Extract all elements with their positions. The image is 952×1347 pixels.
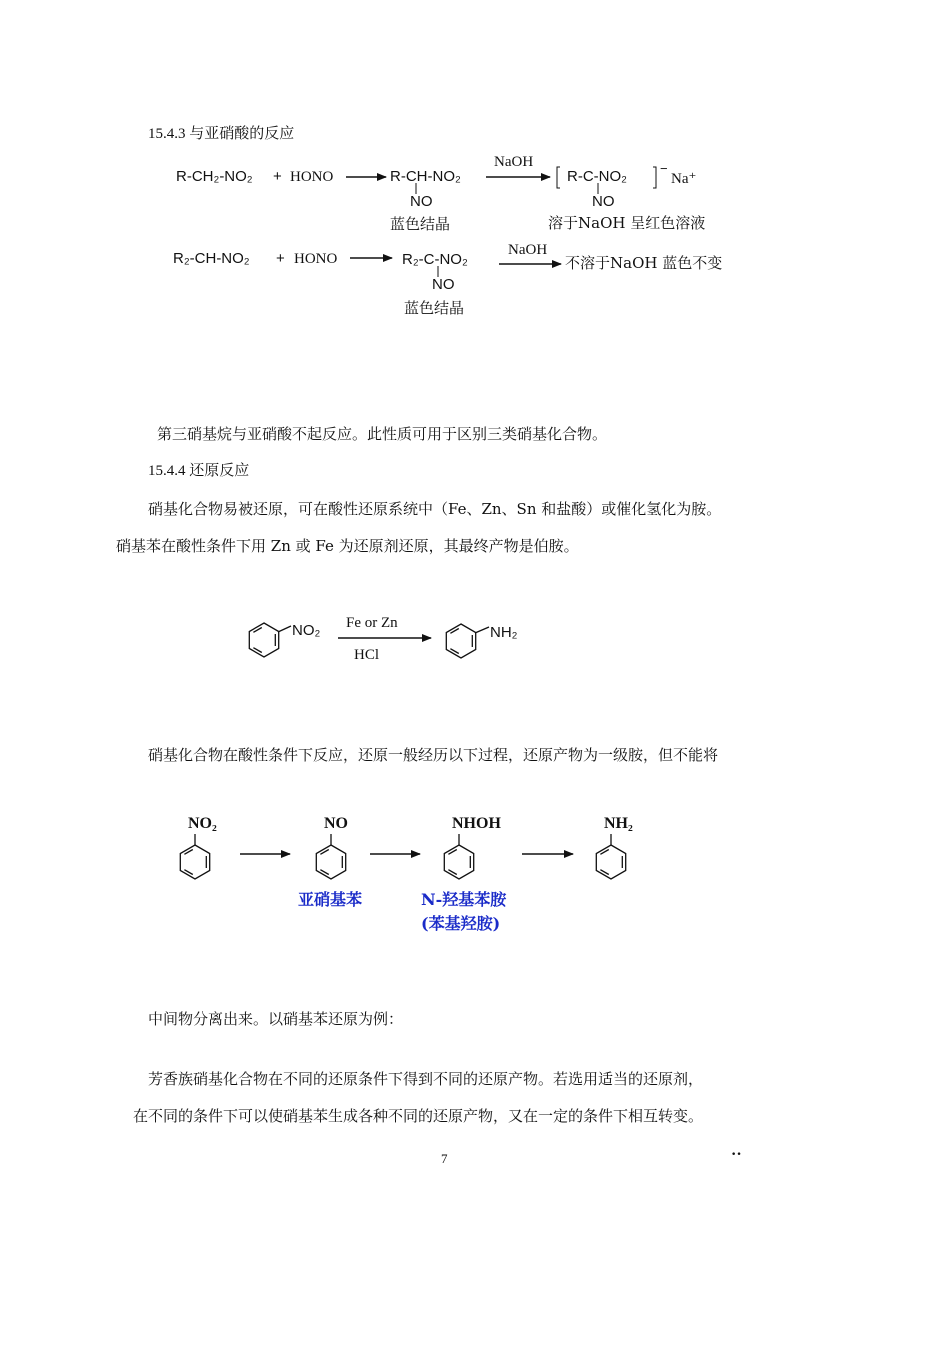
benzene-ring-icon [444,845,473,879]
reaction-1-reactant: R-CH₂-NO₂ [176,168,253,185]
reaction-1-right-bracket [653,167,656,188]
reaction-2-product: R₂-C-NO₂ [402,251,468,268]
reaction-2-result: 不溶于NaOH 蓝色不变 [565,254,723,272]
reaction-2-reactant: R₂-CH-NO₂ [173,250,250,267]
label-nitrosobenzene: 亚硝基苯 [298,890,363,909]
scheme-group-nitroso: NO [324,815,348,832]
scheme-group-hydroxylamine: NHOH [452,815,501,832]
page-number: 7 [441,1151,448,1166]
reaction-2-product-label: 蓝色结晶 [404,299,465,317]
para-tertiary-nitro: 第三硝基烷与亚硝酸不起反应。此性质可用于区别三类硝基化合物。 [157,425,608,443]
reaction-1-salt-label: 溶于NaOH 呈红色溶液 [548,214,706,232]
section-heading-15-4-4: 15.4.4 还原反应 [148,463,250,479]
reaction-1-reagent: HONO [290,169,334,185]
benzene-ring-icon [596,845,625,879]
reaction-2-product-no: NO [432,276,455,293]
para-reduction-1: 硝基化合物易被还原，可在酸性还原系统中（Fe、Zn、Sn 和盐酸）或催化氢化为胺。 [148,500,722,518]
para-aromatic-1: 芳香族硝基化合物在不同的还原条件下得到不同的还原产物。若选用适当的还原剂， [148,1070,704,1088]
reaction-2-plus: + [276,250,285,267]
para-intermediate: 中间物分离出来。以硝基苯还原为例： [148,1010,404,1028]
scheme-group-nitro: NO₂ [188,815,217,832]
reaction-3-product-group: NH₂ [490,624,518,641]
reaction-3-bond-2 [475,627,489,633]
benzene-ring-icon [180,845,209,879]
section-heading-15-4-3: 15.4.3 与亚硝酸的反应 [148,126,295,142]
reaction-1-product-no: NO [410,193,433,210]
label-phenylhydroxylamine: (苯基羟胺) [421,914,501,933]
reaction-1-salt-no: NO [592,193,615,210]
label-n-hydroxyaniline: N-羟基苯胺 [421,890,507,909]
benzene-ring-icon [249,623,278,657]
para-reduction-2: 硝基苯在酸性条件下用 Zn 或 Fe 为还原剂还原，其最终产物是伯胺。 [116,537,579,555]
reaction-1-product: R-CH-NO₂ [390,168,461,185]
reaction-1-left-bracket [557,167,560,188]
reaction-1-salt-charge: − [660,161,668,176]
reaction-3-bond-1 [278,626,291,632]
reaction-1-salt: R-C-NO₂ [567,168,627,185]
para-acidic-reduction: 硝基化合物在酸性条件下反应，还原一般经历以下过程，还原产物为一级胺，但不能将 [148,746,719,764]
reaction-1-product-label: 蓝色结晶 [390,215,451,233]
para-aromatic-2: 在不同的条件下可以使硝基苯生成各种不同的还原产物，又在一定的条件下相互转变。 [133,1107,704,1125]
reaction-1-plus: + [273,168,282,185]
scheme-group-amine: NH₂ [604,815,633,832]
benzene-ring-icon [446,624,475,658]
reaction-3-reactant-group: NO₂ [292,622,321,639]
reaction-2-reagent: HONO [294,251,338,267]
reaction-1-arrow-reagent: NaOH [494,154,534,170]
benzene-ring-icon [316,845,345,879]
reaction-1-salt-counter: Na⁺ [671,171,697,187]
reaction-3-above-arrow: Fe or Zn [346,615,398,631]
footer-mark: ·· [731,1146,742,1163]
reaction-2-arrow-reagent: NaOH [508,242,548,258]
reaction-3-below-arrow: HCl [354,647,380,663]
